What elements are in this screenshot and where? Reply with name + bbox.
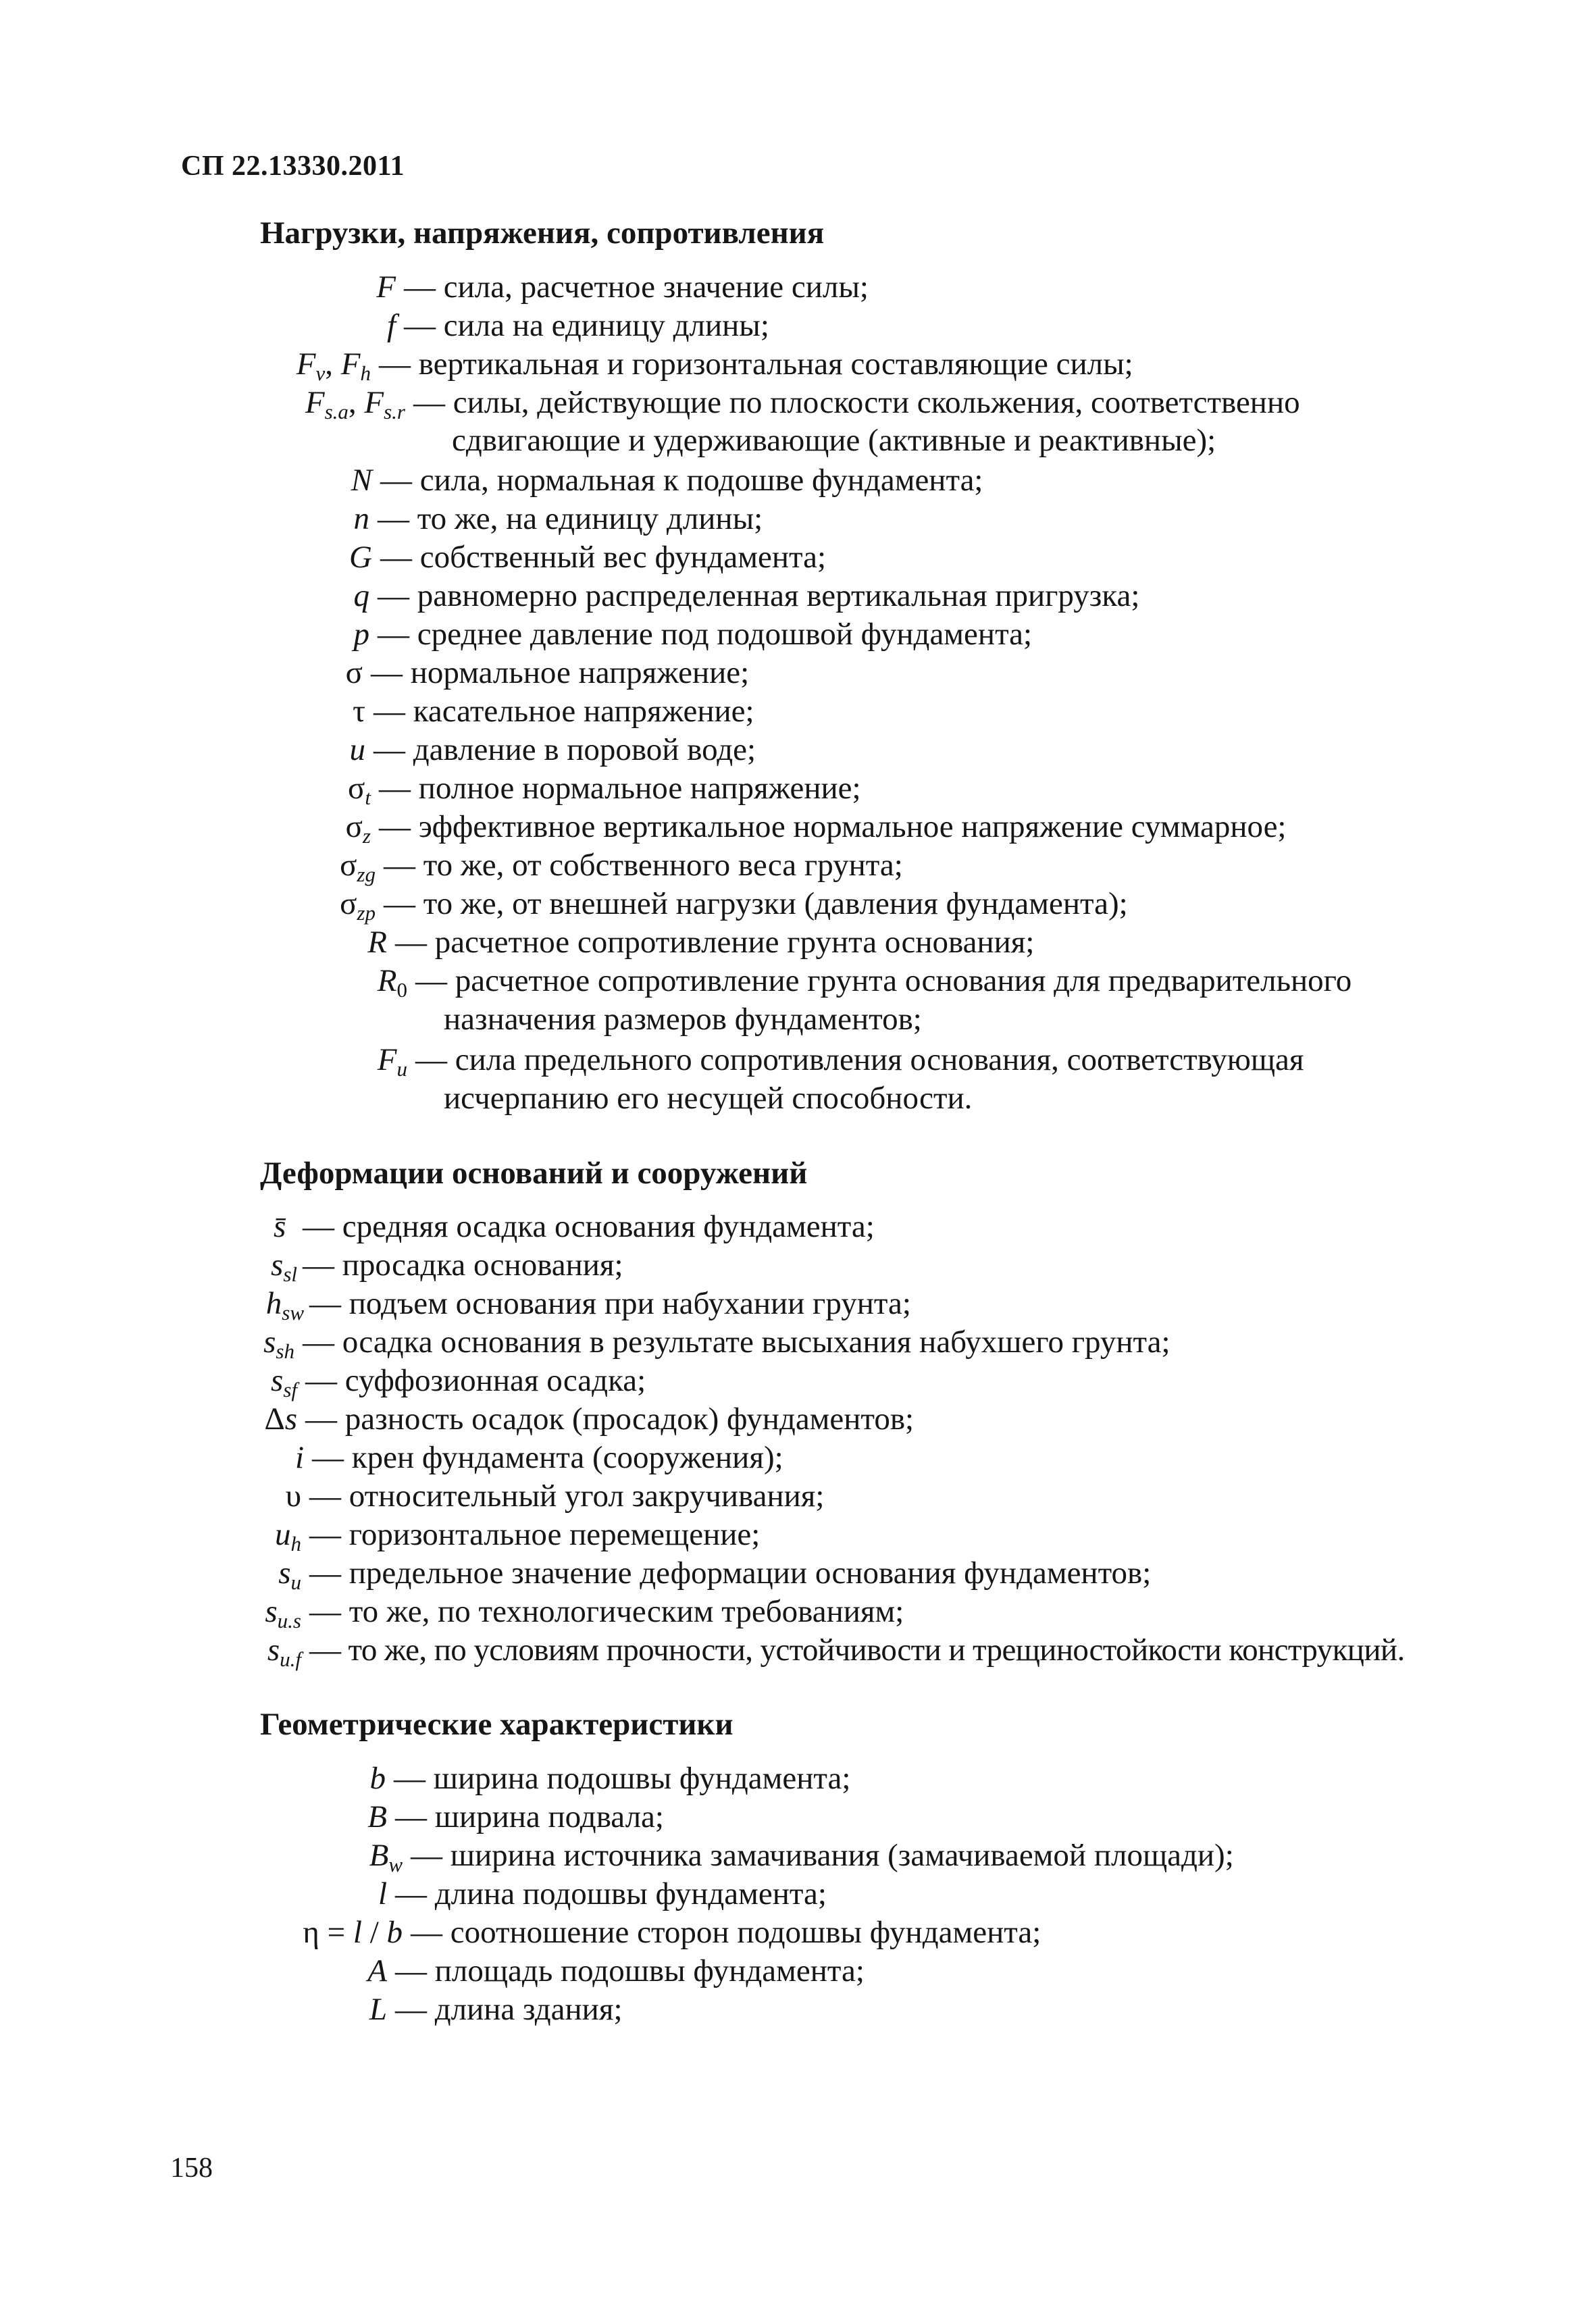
description: — силы, действующие по плоскости скольжения, соответственно: [413, 385, 1300, 420]
description: — ширина подошвы фундамента;: [394, 1761, 851, 1796]
symbol: A: [367, 1953, 387, 1988]
symbol: $B_w$: [369, 1838, 403, 1876]
description: — сила, расчетное значение силы;: [404, 269, 869, 305]
description: — ширина подвала;: [395, 1799, 664, 1834]
description: — нормальное напряжение;: [371, 655, 750, 690]
description: — площадь подошвы фундамента;: [395, 1953, 865, 1988]
symbol: $s_{u.f}$: [267, 1632, 301, 1671]
section-title: Нагрузки, напряжения, сопротивления: [260, 215, 825, 251]
symbol: i: [294, 1440, 304, 1475]
symbol: u: [349, 732, 365, 767]
symbol: $R_0$: [377, 963, 407, 1002]
description: — горизонтальное перемещение;: [309, 1517, 761, 1552]
symbol: $\sigma_{zp}$: [340, 886, 376, 925]
symbol: σ: [345, 655, 363, 690]
symbol: n: [353, 501, 369, 536]
description: — ширина источника замачивания (замачиваемой площади);: [411, 1838, 1234, 1873]
symbol: F: [376, 269, 396, 305]
symbol: υ: [285, 1479, 301, 1514]
symbol: L: [369, 1992, 387, 2027]
description: — средняя осадка основания фундамента;: [303, 1209, 875, 1244]
symbol: B: [367, 1799, 387, 1834]
description: — касательное напряжение;: [374, 694, 754, 729]
description: — относительный угол закручивания;: [309, 1479, 825, 1514]
symbol: N: [351, 463, 372, 498]
symbol: G: [349, 540, 372, 575]
symbol: $s_u$: [278, 1555, 301, 1594]
description: — то же, на единицу длины;: [378, 501, 763, 536]
symbol: $s_{sf}$: [271, 1363, 297, 1402]
description: — сила на единицу длины;: [404, 308, 769, 343]
description-continuation: сдвигающие и удерживающие (активные и реактивные);: [452, 423, 1216, 458]
symbol: $F_v$, $F_h$: [296, 346, 371, 385]
symbol: $s_{sh}$: [263, 1325, 294, 1363]
section-title: Геометрические характеристики: [260, 1707, 733, 1742]
symbol: $F_{s.a}$, $F_{s.r}$: [305, 385, 405, 423]
symbol: $\sigma_t$: [348, 771, 371, 809]
symbol: $s_{sl}$: [271, 1248, 297, 1286]
description: — длина подошвы фундамента;: [395, 1876, 827, 1911]
description-continuation: исчерпанию его несущей способности.: [444, 1081, 973, 1116]
description: — собственный вес фундамента;: [380, 540, 827, 575]
description: — эффективное вертикальное нормальное напряжение суммарное;: [379, 809, 1287, 844]
symbol: $\sigma_z$: [345, 809, 371, 848]
symbol: τ: [353, 694, 365, 729]
symbol: b: [369, 1761, 386, 1796]
section-title: Деформации оснований и сооружений: [260, 1156, 808, 1191]
description: — расчетное сопротивление грунта основания;: [395, 925, 1035, 960]
description: — соотношение сторон подошвы фундамента;: [411, 1915, 1041, 1950]
description: — суффозионная осадка;: [305, 1363, 646, 1398]
symbol: R: [367, 925, 387, 960]
symbol: $\sigma_{zg}$: [340, 848, 376, 886]
description: — вертикальная и горизонтальная составляющие силы;: [379, 346, 1133, 382]
symbol: $s_{u.s}$: [265, 1594, 301, 1632]
symbol: p: [353, 617, 369, 652]
description: — сила предельного сопротивления основания, соответствующая: [415, 1042, 1304, 1077]
description: — разность осадок (просадок) фундаментов;: [305, 1402, 915, 1437]
description: — то же, по условиям прочности, устойчивости и трещиностойкости конструкций.: [309, 1632, 1405, 1668]
symbol: q: [353, 578, 369, 613]
description: — равномерно распределенная вертикальная пригрузка;: [378, 578, 1140, 613]
description: — давление в поровой воде;: [374, 732, 756, 767]
description: — сила, нормальная к подошве фундамента;: [380, 463, 983, 498]
symbol: l: [378, 1876, 387, 1911]
description: — предельное значение деформации основания фундаментов;: [309, 1555, 1152, 1591]
description: — подъем основания при набухании грунта;: [309, 1286, 911, 1321]
symbol: $F_u$: [377, 1042, 407, 1081]
description: — то же, от собственного веса грунта;: [384, 848, 903, 883]
document-code: СП 22.13330.2011: [181, 151, 405, 182]
description: — расчетное сопротивление грунта основания для предварительного: [415, 963, 1352, 998]
symbol: s̄: [274, 1209, 286, 1244]
symbol: Δs: [264, 1402, 297, 1437]
description-continuation: назначения размеров фундаментов;: [444, 1002, 922, 1037]
description: — среднее давление под подошвой фундамента;: [378, 617, 1033, 652]
description: — осадка основания в результате высыхания набухшего грунта;: [303, 1325, 1170, 1360]
description: — полное нормальное напряжение;: [379, 771, 861, 806]
description: — то же, по технологическим требованиям;: [309, 1594, 904, 1629]
symbol: $u_h$: [275, 1517, 301, 1555]
symbol: η = l / b: [303, 1915, 403, 1950]
symbol: $h_{sw}$: [265, 1286, 304, 1325]
page-number: 158: [170, 2153, 213, 2184]
description: — то же, от внешней нагрузки (давления фундамента);: [384, 886, 1128, 921]
symbol: f: [386, 308, 396, 343]
description: — крен фундамента (сооружения);: [312, 1440, 783, 1475]
description: — просадка основания;: [303, 1248, 623, 1283]
description: — длина здания;: [395, 1992, 623, 2027]
